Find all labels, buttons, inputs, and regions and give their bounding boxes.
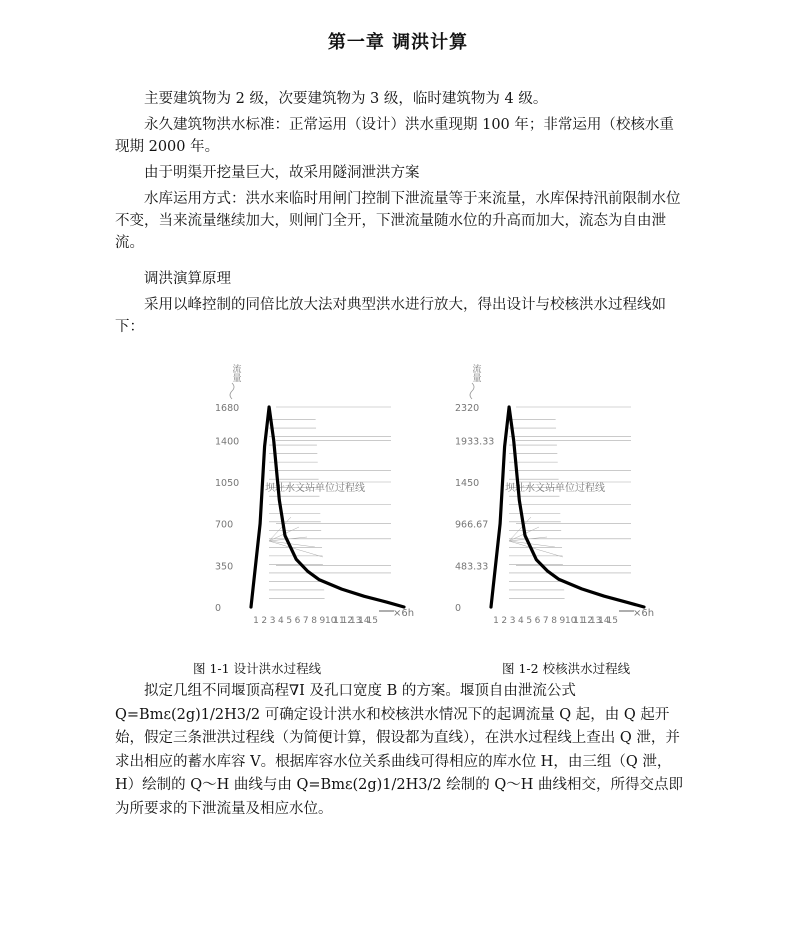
- x-tick-label: 6: [294, 616, 301, 626]
- fan-line: [269, 517, 291, 541]
- x-tick-label: 9: [559, 616, 566, 626]
- x-tick-label: 7: [542, 616, 549, 626]
- y-axis-label-char: 流: [232, 365, 242, 375]
- x-tick-label: 12: [581, 616, 594, 626]
- paragraph-building-grades: 主要建筑物为 2 级，次要建筑物为 3 级，临时建筑物为 4 级。: [144, 91, 548, 107]
- y-tick-label: 700: [215, 519, 234, 531]
- x-tick-label: 14: [358, 616, 370, 626]
- x-tick-label: 10: [564, 616, 577, 626]
- x-tick-label: 5: [526, 616, 533, 626]
- y-tick-label: 1933.33: [455, 436, 495, 448]
- x-tick-label: 2: [501, 616, 508, 626]
- x-tick-label: 11: [573, 616, 585, 626]
- chart-annotation: 坝址水文站单位过程线: [265, 483, 365, 494]
- y-axis-label-char: 量: [232, 374, 242, 384]
- x-tick-label: 11: [333, 616, 345, 626]
- check-flood-caption: 图 1-2 校核洪水过程线: [502, 661, 631, 676]
- y-axis-label-char: 流: [472, 365, 482, 375]
- y-axis-label-flourish: [230, 383, 234, 399]
- x-tick-label: 5: [286, 616, 293, 626]
- y-tick-label: 483.33: [455, 561, 489, 573]
- paragraph-reservoir-operation: 水库运用方式：洪水来临时用闸门控制下泄流量等于来流量，水库保持汛前限制水位不变，当来流量继续加大，则闸门全开，下泄流量随水位的升高而加大，流态为自由泄流。: [115, 191, 681, 251]
- paragraph-spillway-scheme: 由于明渠开挖量巨大，故采用隧洞泄洪方案: [144, 165, 420, 181]
- chapter-title: 第一章 调洪计算: [327, 32, 469, 53]
- fan-line: [509, 541, 563, 557]
- y-tick-label: 1450: [455, 478, 480, 489]
- fan-line: [509, 517, 531, 541]
- y-axis-label-char: 量: [472, 374, 482, 384]
- paragraph-scheme-calculation: 拟定几组不同堰顶高程∇I 及孔口宽度 B 的方案。堰顶自由泄流公式Q=Bmε(2g)1/2H3/2 可确定设计洪水和校核洪水情况下的起调流量 Q 起，由 Q 起开始，假定三条泄洪过程线（为简便计算，假设都为直线），在洪水过程线上查出 Q 泄，并求出相应的蓄水库容 V。根据库容水位关系曲线可得相应的库水位 H，由三组（Q 泄，H）绘制的 Q～H 曲线与由 Q=Bmε(2g)1/2H3/2 绘制的 Q～H 曲线相交，所得交点即为所要求的下泄流量及相应水位。: [115, 683, 683, 817]
- chart-annotation: 坝址水文站单位过程线: [505, 483, 605, 494]
- x-tick-label: 1: [493, 616, 499, 626]
- design-flood-hydrograph-chart: [205, 355, 435, 640]
- y-tick-label: 2320: [455, 403, 480, 414]
- x-tick-label: 7: [302, 616, 309, 626]
- paragraph-amplification-method: 采用以峰控制的同倍比放大法对典型洪水进行放大，得出设计与校核洪水过程线如下：: [115, 297, 666, 335]
- x-axis-unit: ×6h: [393, 608, 415, 619]
- x-tick-label: 13: [349, 616, 362, 626]
- x-tick-label: 4: [518, 616, 524, 626]
- flood-hydrograph-curve: [251, 407, 404, 607]
- y-tick-label: 966.67: [455, 519, 489, 531]
- x-tick-label: 8: [551, 616, 557, 626]
- y-tick-label: 0: [215, 603, 222, 614]
- check-flood-hydrograph-chart: [445, 355, 675, 640]
- x-tick-label: 14: [598, 616, 610, 626]
- fan-line: [269, 541, 315, 547]
- fan-line: [269, 541, 323, 557]
- x-tick-label: 8: [311, 616, 317, 626]
- y-tick-label: 0: [455, 603, 462, 614]
- y-axis-label-flourish: [470, 383, 474, 399]
- x-axis-unit: ×6h: [633, 608, 655, 619]
- y-tick-label: 1050: [215, 478, 240, 489]
- x-tick-label: 15: [366, 616, 378, 626]
- x-tick-label: 3: [509, 616, 516, 626]
- x-tick-label: 15: [606, 616, 618, 626]
- x-tick-label: 6: [534, 616, 541, 626]
- x-tick-label: 12: [341, 616, 354, 626]
- design-flood-caption: 图 1-1 设计洪水过程线: [193, 661, 322, 676]
- paragraph-routing-principle: 调洪演算原理: [144, 271, 231, 287]
- y-tick-label: 350: [215, 561, 234, 573]
- x-tick-label: 1: [253, 616, 259, 626]
- y-tick-label: 1400: [215, 436, 240, 448]
- paragraph-flood-standard: 永久建筑物洪水标准：正常运用（设计）洪水重现期 100 年；非常运用（校核水重现期 2000 年。: [115, 117, 674, 155]
- x-tick-label: 13: [589, 616, 602, 626]
- fan-line: [509, 541, 555, 547]
- y-tick-label: 1680: [215, 403, 240, 414]
- x-tick-label: 10: [324, 616, 337, 626]
- x-tick-label: 9: [319, 616, 326, 626]
- x-tick-label: 3: [269, 616, 276, 626]
- flood-hydrograph-curve: [491, 407, 644, 607]
- x-tick-label: 2: [261, 616, 268, 626]
- x-tick-label: 4: [278, 616, 284, 626]
